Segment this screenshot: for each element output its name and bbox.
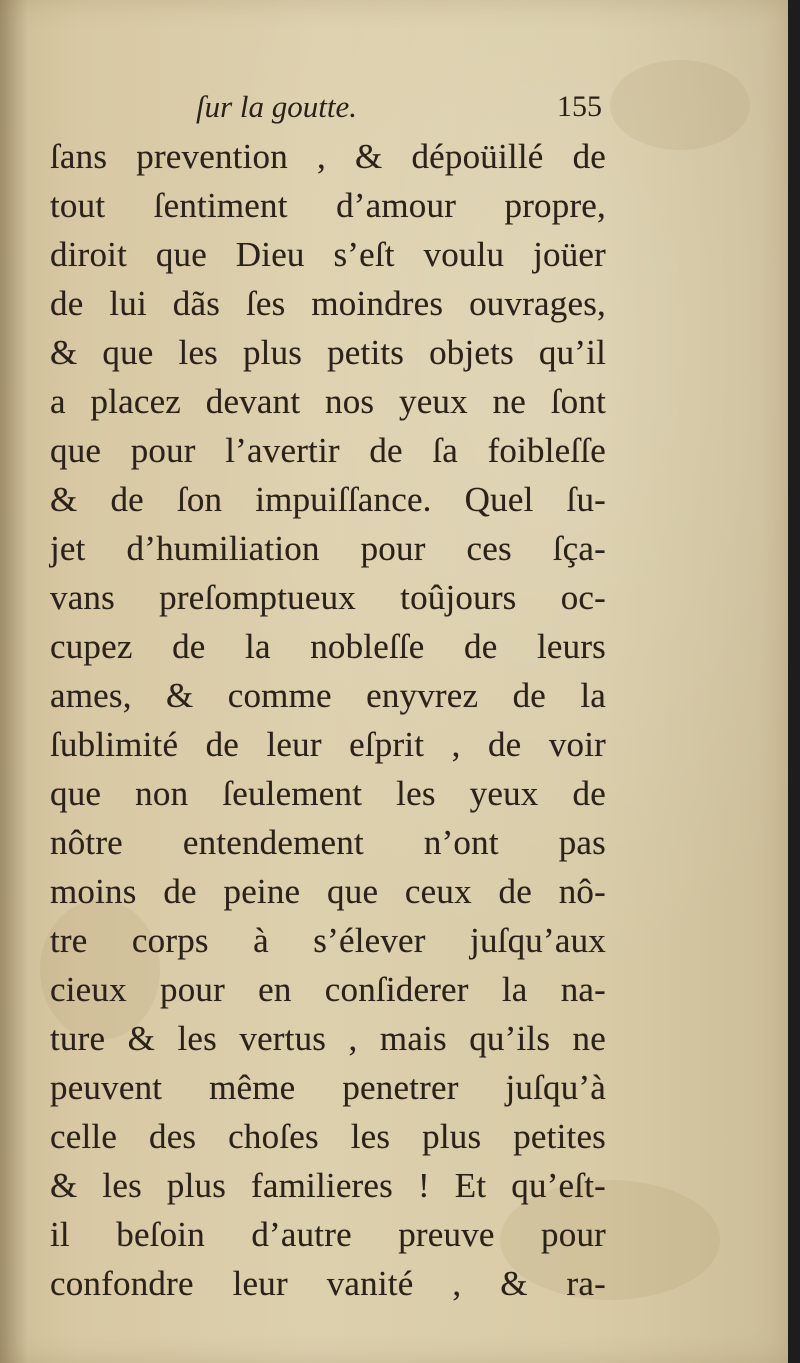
body-text <box>50 132 606 1308</box>
text-line: que pour l’avertir de ſa foibleſſe <box>50 431 606 470</box>
text-line: ſans prevention , & dépoüillé de <box>50 137 606 176</box>
text-line: cieux pour en conſiderer la na- <box>50 970 606 1009</box>
text-line: peuvent même penetrer juſqu’à <box>50 1068 606 1107</box>
text-line: & les plus familieres ! Et qu’eſt- <box>50 1166 606 1205</box>
text-line: & que les plus petits objets qu’il <box>50 333 606 372</box>
spine-shadow <box>0 0 28 1363</box>
text-line: de lui dãs ſes moindres ouvrages, <box>50 284 606 323</box>
text-line: celle des choſes les plus petites <box>50 1117 606 1156</box>
text-line: nôtre entendement n’ont pas <box>50 823 606 862</box>
text-line: tout ſentiment d’amour propre, <box>50 186 606 225</box>
text-line: a placez devant nos yeux ne ſont <box>50 382 606 421</box>
text-line: tre corps à s’élever juſqu’aux <box>50 921 606 960</box>
text-line: vans preſomptueux toûjours oc- <box>50 578 606 617</box>
text-line: & de ſon impuiſſance. Quel ſu- <box>50 480 606 519</box>
running-head: ſur la goutte. <box>196 89 358 124</box>
text-line: jet d’humiliation pour ces ſça- <box>50 529 606 568</box>
paper-stain <box>610 60 750 150</box>
scan-edge <box>788 0 800 1363</box>
text-line: il beſoin d’autre preuve pour <box>50 1215 606 1254</box>
page-header <box>50 84 606 130</box>
text-line: diroit que Dieu s’eſt voulu joüer <box>50 235 606 274</box>
text-line: confondre leur vanité , & ra- <box>50 1264 606 1303</box>
text-line: ſublimité de leur eſprit , de voir <box>50 725 606 764</box>
text-line: ames, & comme enyvrez de la <box>50 676 606 715</box>
text-line: cupez de la nobleſſe de leurs <box>50 627 606 666</box>
text-line: moins de peine que ceux de nô- <box>50 872 606 911</box>
text-line: ture & les vertus , mais qu’ils ne <box>50 1019 606 1058</box>
page-number: 155 <box>557 90 602 123</box>
text-line: que non ſeulement les yeux de <box>50 774 606 813</box>
